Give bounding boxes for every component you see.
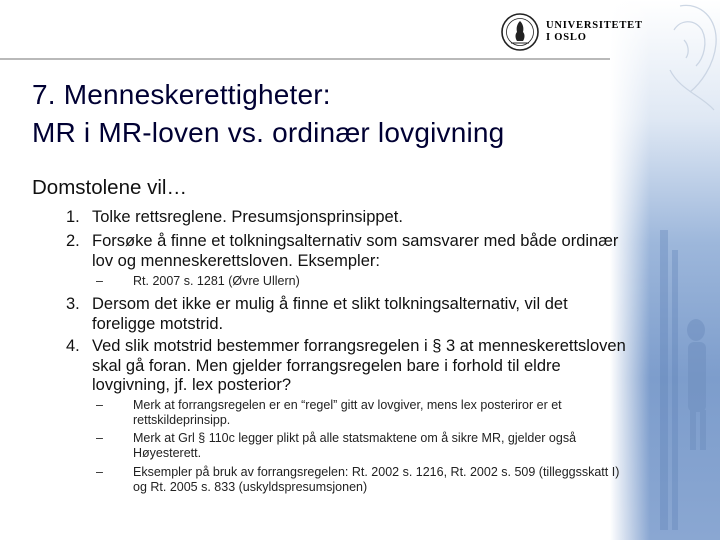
list-item-text: Tolke rettsreglene. Presumsjonsprinsippet. (92, 208, 403, 226)
list-item-text: Forsøke å finne et tolkningsalternativ som samsvarer med både ordinær lov og menneskerettsloven. Eksempler: (92, 232, 619, 270)
list-item-1 (66, 208, 626, 228)
sub-item-dash: – (96, 431, 103, 445)
sub-item-text: Eksempler på bruk av forrangsregelen: Rt. 2002 s. 1216, Rt. 2002 s. 509 (tilleggsskatt I) og Rt. 2005 s. 833 (uskyldspresumsjonen) (133, 465, 620, 494)
list-item-number: 3. (66, 295, 80, 313)
decorative-statue-panel (610, 0, 720, 540)
intro-text: Domstolene vil… (32, 176, 187, 199)
list-item-number: 2. (66, 232, 80, 250)
sub-item-dash: – (96, 274, 103, 288)
list-item-number: 1. (66, 208, 80, 226)
university-name (546, 20, 643, 44)
sub-item-text: Merk at Grl § 110c legger plikt på alle statsmaktene om å sikre MR, gjelder også Høyesterett. (133, 431, 577, 460)
slide-title (32, 76, 612, 152)
sub-item-text: Rt. 2007 s. 1281 (Øvre Ullern) (133, 274, 300, 288)
list-item-3 (66, 295, 626, 334)
title-divider (0, 58, 610, 60)
title-line2: MR i MR-loven vs. ordinær lovgivning (32, 117, 505, 148)
list-item-text: Ved slik motstrid bestemmer forrangsregelen i § 3 at menneskerettsloven skal gå foran. Men gjelder forrangsregelen bare i forhold til eldre lovgivning, jf. lex posterior? (92, 337, 626, 394)
sub-item-dash: – (96, 398, 103, 412)
list-item-2 (66, 232, 626, 271)
list-item-4 (66, 337, 626, 396)
university-logo (500, 12, 643, 52)
university-seal-icon (500, 12, 540, 52)
sub-item-dash: – (96, 465, 103, 479)
sub-item-text: Merk at forrangsregelen er en “regel” gitt av lovgiver, mens lex posteriror er et rettskildeprinsipp. (133, 398, 562, 427)
university-name-line1: UNIVERSITETET (546, 20, 643, 31)
list-item-text: Dersom det ikke er mulig å finne et slikt tolkningsalternativ, vil det foreligge motstrid. (92, 295, 568, 333)
university-name-line2: I OSLO (546, 32, 587, 43)
title-line1: 7. Menneskerettigheter: (32, 79, 331, 110)
list-item-number: 4. (66, 337, 80, 355)
